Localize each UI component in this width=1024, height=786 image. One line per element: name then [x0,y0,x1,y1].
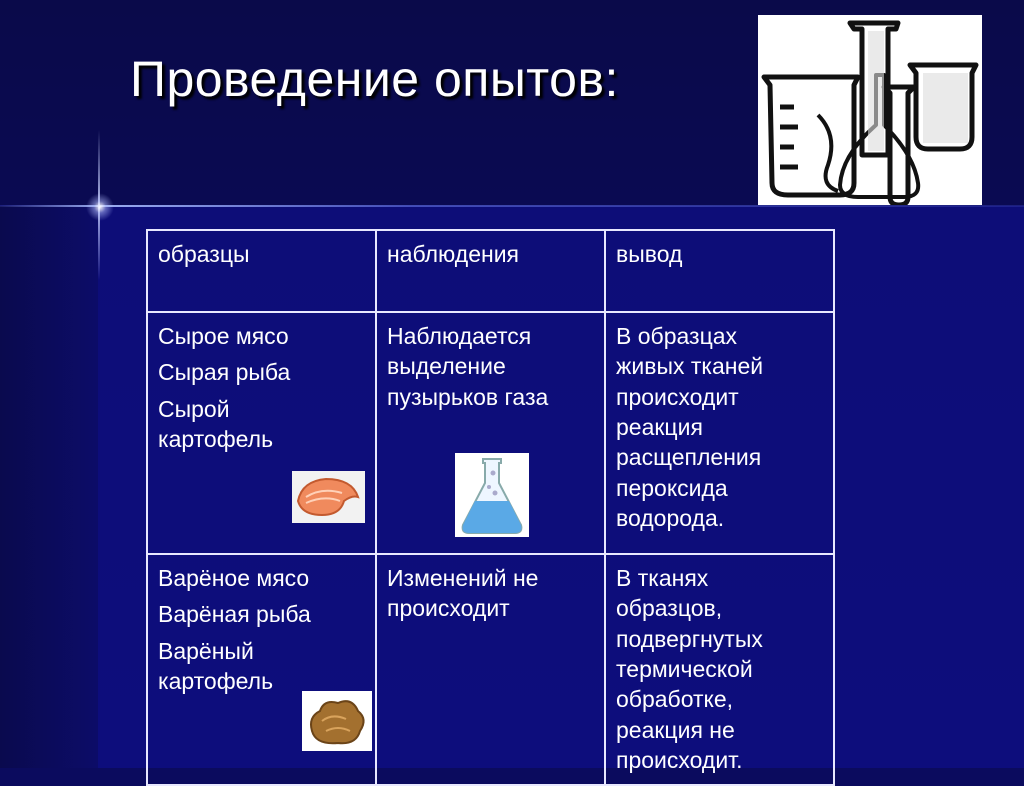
header-label: наблюдения [387,241,520,267]
cell-conclusion [605,312,834,554]
observation-line: пузырьков газа [387,383,549,410]
sample-line: Варёное мясо [158,565,310,591]
conclusion-line: В тканях [616,565,709,591]
sparkle-icon [86,193,114,221]
cell-samples [147,312,376,554]
observation-line: Изменений не [387,565,539,591]
table-row [147,554,834,785]
sample-line: Варёная рыба [158,601,311,628]
sample-line: картофель [158,668,274,695]
cell-observation [376,554,605,785]
cooked-meat-icon [302,691,372,751]
conclusion-line: В образцах [616,323,738,349]
sample-line: Сырой [158,395,230,422]
table-row [147,312,834,554]
header-label: образцы [158,241,250,267]
conclusion-line: пероксида [616,474,728,501]
header-cell-observations [376,230,605,312]
table-header-row [147,230,834,312]
sample-line: Сырая рыба [158,359,291,386]
conclusion-line: расщепления [616,444,762,471]
cell-observation [376,312,605,554]
header-cell-conclusion [605,230,834,312]
cell-conclusion [605,554,834,785]
observation-line: происходит [387,595,510,622]
conclusion-line: живых тканей [616,353,764,380]
slide-title: Проведение опытов: [130,51,619,107]
flask-icon [455,453,529,537]
conclusion-line: термической [616,656,753,683]
conclusion-line: реакция не [616,716,735,743]
sample-line: картофель [158,426,274,453]
header-cell-samples [147,230,376,312]
conclusion-line: подвергнутых [616,625,763,652]
observation-line: выделение [387,353,506,380]
conclusion-line: реакция [616,414,703,441]
background-strip [0,206,98,768]
decorative-horizontal-line [0,205,1024,207]
sample-line: Сырое мясо [158,323,289,349]
results-table [146,229,835,786]
conclusion-line: обработке, [616,686,734,713]
conclusion-line: происходит [616,383,739,410]
cell-samples [147,554,376,785]
conclusion-line: образцов, [616,595,723,622]
conclusion-line: водорода. [616,505,725,532]
fish-steak-icon [292,471,365,523]
lab-glassware-icon [758,15,982,205]
header-label: вывод [616,241,683,267]
sample-line: Варёный [158,637,254,664]
conclusion-line: происходит. [616,747,743,774]
observation-line: Наблюдается [387,323,532,349]
